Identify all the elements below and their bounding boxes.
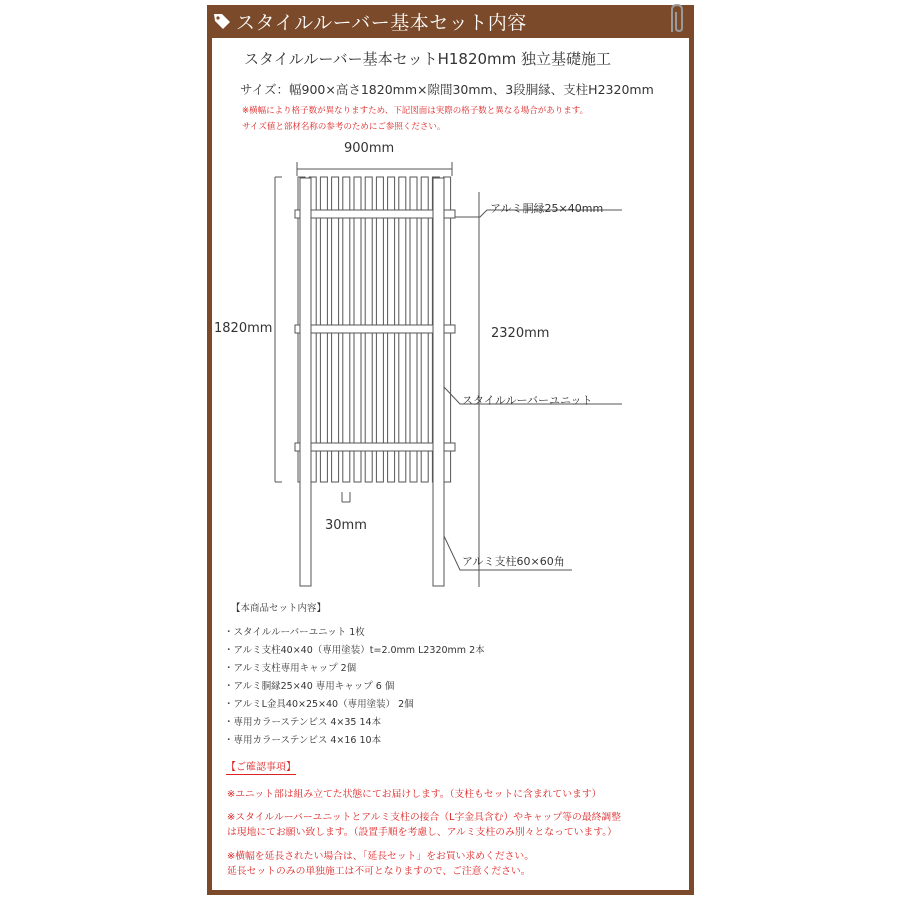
set-item: ・専用カラーステンビス 4×16 10本 [224,735,382,746]
confirm-note: ※ユニット部は組み立てた状態にてお届けします。（支柱もセットに含まれています） [227,789,602,800]
reference-note: サイズ値と部材名称の参考のためにご参照ください。 [242,122,446,132]
height-dimension [275,177,282,482]
paperclip-icon [664,2,690,36]
header-title: スタイルルーバー基本セット内容 [236,12,527,34]
set-contents-heading: 【本商品セット内容】 [231,603,327,614]
set-item: ・専用カラーステンビス 4×35 14本 [224,717,382,728]
confirm-note: ※スタイルルーバーユニットとアルミ支柱の接合（L字金具含む）やキャップ等の最終調整 [227,812,622,823]
spec-line: サイズ：幅900×高さ1820mm×隙間30mm、3段胴縁、支柱H2320mm [240,82,654,97]
set-item: ・アルミ支柱40×40（専用塗装）t=2.0mm L2320mm 2本 [224,645,485,656]
height-label: 1820mm [214,321,273,336]
set-item: ・アルミ支柱専用キャップ 2個 [224,663,357,674]
callout-lines [444,210,622,570]
drawing-note: ※横幅により格子数が異なりますため、下記図面は実際の格子数と異なる場合があります。 [242,106,589,116]
rails [295,210,455,451]
confirm-heading: 【ご確認事項】 [226,758,296,775]
post-height-label: 2320mm [491,326,550,341]
product-title: スタイルルーバー基本セットH1820mm 独立基礎施工 [244,50,612,68]
confirm-note: は現地にてお願い致します。（設置手順を考慮し、アルミ支柱のみ別々となっています。） [227,827,617,838]
set-item: ・アルミ胴縁25×40 専用キャップ 6 個 [224,681,395,692]
gap-dimension [342,492,350,502]
set-item: ・アルミL金具40×25×40（専用塗装） 2個 [224,699,414,710]
louver-diagram [212,132,689,592]
confirm-note: ※横幅を延長されたい場合は、「延長セット」をお買い求めください。 [227,851,535,862]
width-dimension [297,162,452,176]
tag-icon [212,11,232,31]
rail-label: アルミ胴縁25×40mm [490,202,604,215]
post-label: アルミ支柱60×60角 [462,555,565,568]
width-label: 900mm [344,141,395,156]
gap-label: 30mm [325,518,367,533]
set-item: ・スタイルルーバーユニット 1枚 [224,627,365,638]
unit-label: スタイルルーバーユニット [462,394,593,407]
confirm-note: 延長セットのみの単独施工は不可となりますので、ご注意ください。 [227,866,531,877]
